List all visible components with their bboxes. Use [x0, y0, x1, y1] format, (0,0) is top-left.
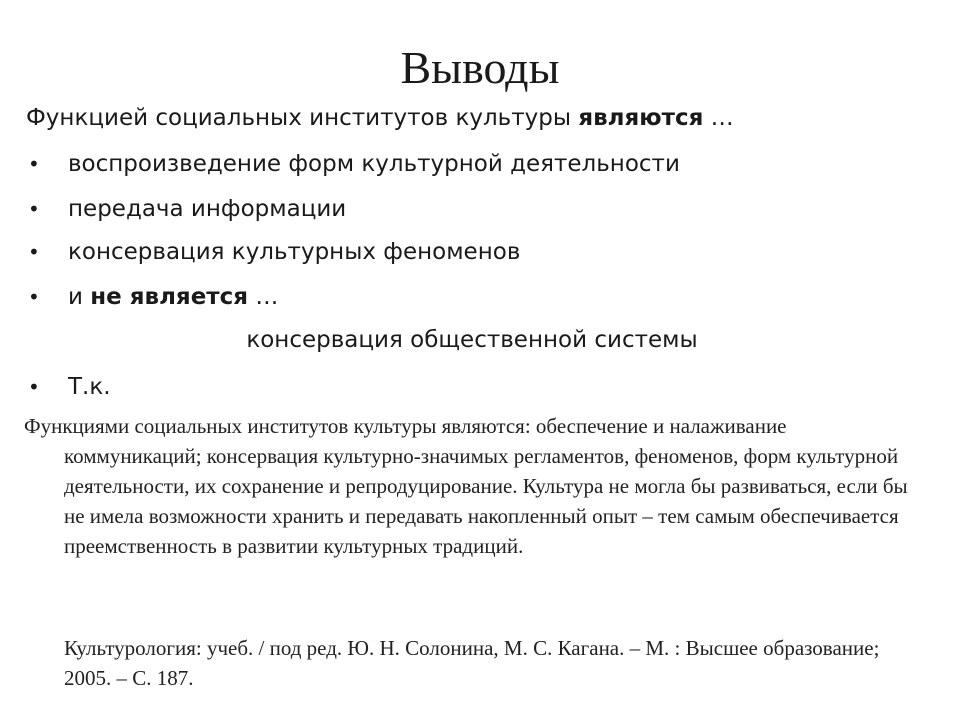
intro-emphasis: являются [578, 105, 704, 131]
bullet-text: Т.к. [68, 374, 111, 400]
bullet-marker: • [28, 285, 40, 309]
bullet-item-tk [28, 372, 111, 402]
negation-ellipsis: … [248, 284, 279, 310]
quote-text: Функциями социальных институтов культуры являются: обеспечение и налаживание коммуникаций; консервация культурно-значимых регламентов, феноменов, форм культурной деятельности, их сохранение и репродуцирование. Культура не могла бы развиваться, если бы не имела возможности хранить и передавать накопленный опыт – тем самым обеспечивается преемственность в развитии культурных традиций. [24, 414, 908, 558]
negation-item: консервация общественной системы [246, 327, 698, 353]
bullet-text: консервация культурных феноменов [68, 239, 521, 265]
bullet-item [28, 237, 520, 267]
slide-title: Выводы [400, 42, 560, 93]
bullet-text: воспроизведение форм культурной деятельности [68, 151, 680, 177]
bullet-marker: • [28, 375, 40, 399]
intro-line [26, 103, 734, 133]
bullet-text: передача информации [68, 196, 347, 222]
bullet-item [28, 149, 680, 179]
quote-block [24, 411, 914, 561]
citation: Культурология: учеб. / под ред. Ю. Н. Солонина, М. С. Кагана. – М. : Высшее образование; 2005. – С. 187. [64, 636, 880, 690]
bullet-marker: • [28, 240, 40, 264]
bullet-marker: • [28, 152, 40, 176]
intro-ellipsis: … [703, 105, 734, 131]
negation-emphasis: не является [90, 284, 249, 310]
negation-prefix: и [68, 284, 91, 310]
bullet-marker: • [28, 197, 40, 221]
intro-text: Функцией социальных институтов культуры [26, 105, 579, 131]
bullet-item [28, 194, 346, 224]
bullet-item-negation [28, 282, 278, 312]
